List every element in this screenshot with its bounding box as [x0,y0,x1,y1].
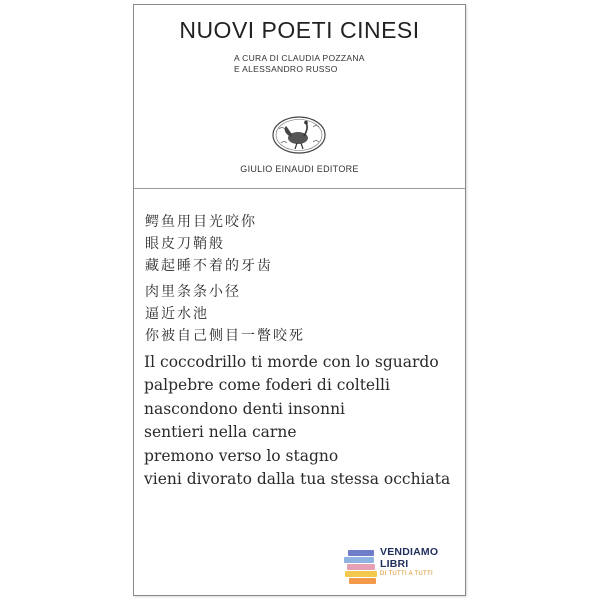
vendiamo-libri-badge [344,547,454,591]
book-stack-bar [348,550,374,556]
poem-italian [144,351,450,491]
poem-chinese [145,211,305,347]
editors-credit [234,53,365,75]
book-stack-bar [344,557,374,563]
editor-line-2: E ALESSANDRO RUSSO [234,64,338,74]
book-stack-bar [347,564,375,570]
book-title: NUOVI POETI CINESI [179,17,420,43]
einaudi-ostrich-logo-icon [271,115,327,155]
poem-italian-line: palpebre come foderi di coltelli [144,376,390,395]
badge-line-2: LIBRI [380,557,409,570]
badge-text [380,547,438,579]
poem-italian-line: vieni divorato dalla tua stessa occhiata [144,469,451,488]
poem-chinese-line: 逼近水池 [145,306,209,322]
cover-header [134,5,465,189]
book-cover [133,4,466,596]
poem-chinese-line: 眼皮刀鞘般 [145,236,225,252]
badge-line-3: DI TUTTI A TUTTI [380,571,433,577]
poem-italian-line: premono verso lo stagno [144,446,339,465]
poem-chinese-line: 肉里条条小径 [145,284,241,300]
poem-chinese-line: 你被自己侧目一瞥咬死 [145,328,305,344]
poem-italian-line: nascondono denti insonni [144,399,346,418]
editor-line-1: A CURA DI CLAUDIA POZZANA [234,53,365,63]
publisher-name: GIULIO EINAUDI EDITORE [240,164,359,174]
book-stack-icon [344,550,380,586]
badge-line-1: VENDIAMO [380,546,439,558]
book-stack-bar [345,571,377,577]
poem-italian-line: Il coccodrillo ti morde con lo sguardo [144,353,439,371]
poem-chinese-line: 藏起睡不着的牙齿 [145,258,273,274]
poem-chinese-line: 鳄鱼用目光咬你 [145,214,257,230]
book-stack-bar [349,578,376,584]
poem-italian-line: sentieri nella carne [144,423,297,442]
